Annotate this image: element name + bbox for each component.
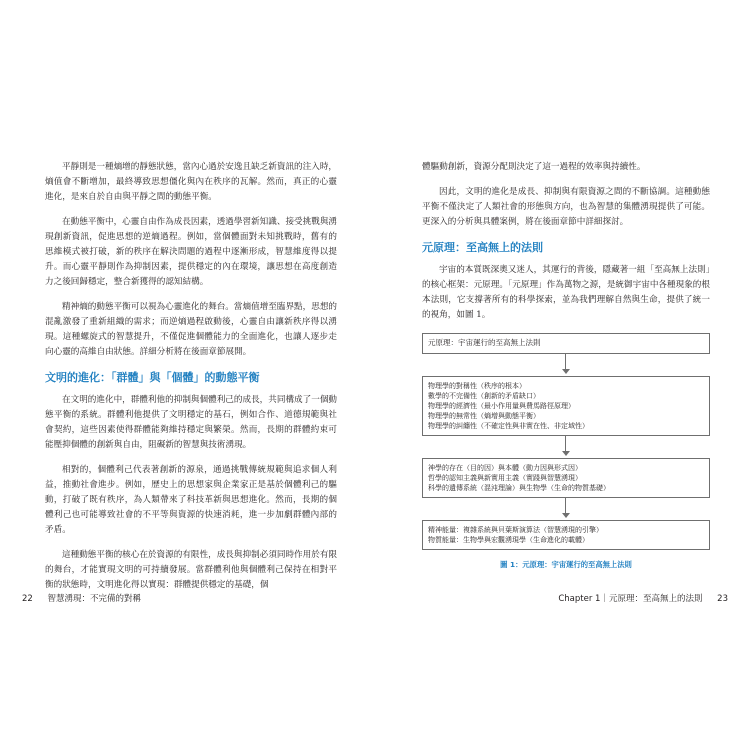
diagram-title-text: 元原理：宇宙運行的至高無上法則 <box>428 338 541 347</box>
diagram-line: 物理學的糾纏性（不確定性與非實在性、非定域性） <box>428 422 589 430</box>
diagram-line: 數學的不完備性（創新的矛盾缺口） <box>428 392 540 400</box>
body-paragraph: 因此，文明的進化是成長、抑制與有限資源之間的不斷協調。這種動態平衡不僅決定了人類社會的形態與方向，也為智慧的集體湧現提供了可能。更深入的分析與具體案例，將在後面章節中詳細探討。 <box>422 187 710 227</box>
body-paragraph: 相對的，個體利己代表著創新的源泉，通過挑戰傳統規範與追求個人利益，推動社會進步。例如，歷史上的思想家與企業家正是基於個體利己的驅動，打破了既有秩序，為人類帶來了科技革新與思想進化。然而，長期的個體利己也可能導致社會的不平等與資源的快速消耗，進一步加劇群體內部的矛盾。 <box>45 465 337 535</box>
diagram-line: 哲學的認知主義與新實用主義（實踐與智慧湧現） <box>428 474 582 482</box>
diagram-box-energy <box>422 520 710 550</box>
down-arrow-icon <box>422 498 710 520</box>
diagram-line: 物理學的經濟性（最小作用量與費馬路徑原理） <box>428 402 575 410</box>
down-arrow-icon <box>422 436 710 458</box>
body-paragraph: 精神熵的動態平衡可以視為心靈進化的舞台。當熵值增至臨界點，思想的混亂激發了重新組織的需求；而逆熵過程啟動後，心靈自由讓新秩序得以湧現。這種螺旋式的智慧提升，不僅促進個體能力的全面進化，也讓人逐步走向心靈的高維自由狀態。詳細分析將在後面章節展開。 <box>45 302 338 357</box>
figure-diagram <box>422 333 710 570</box>
left-page-text <box>45 160 337 603</box>
page-number: 22 <box>22 594 33 604</box>
diagram-line: 物理學的對稱性（秩序的根本） <box>428 382 526 390</box>
body-paragraph: 在動態平衡中，心靈自由作為成長因素，透過學習新知識、接受挑戰與湧現創新資訊，促進思想的逆熵過程。例如，當個體面對未知挑戰時，舊有的思維模式被打破，新的秩序在解決問題的過程中逐漸形成，智慧維度得以提升。而心靈平靜則作為抑制因素，提供穩定的內在環境，讓思想在高度創造力之後回歸穩定，整合新獲得的認知結構。 <box>45 217 338 287</box>
down-arrow-icon <box>422 354 710 376</box>
right-footer <box>558 592 728 604</box>
section-heading: 元原理：至高無上的法則 <box>422 241 543 254</box>
diagram-line: 科學的遺傳系統（混沌理論）與生物學（生命的物質基礎） <box>428 484 610 492</box>
page-number: 23 <box>717 594 728 604</box>
section-heading: 文明的進化：「群體」與「個體」的動態平衡 <box>45 371 260 384</box>
body-paragraph: 平靜則是一種熵增的靜態狀態，當內心過於安逸且缺乏新資訊的注入時，熵值會不斷增加，最終導致思想僵化與內在秩序的瓦解。然而，真正的心靈進化，是來自於自由與平靜之間的動態平衡。 <box>45 162 338 202</box>
chapter-label: Chapter 1｜元原理：至高無上的法則 <box>558 594 703 604</box>
diagram-box-philosophy <box>422 458 710 498</box>
diagram-line: 物質能量：生物學與宏觀湧現學（生命進化的載體） <box>428 536 589 544</box>
body-paragraph: 體驅動創新，資源分配則決定了這一過程的效率與持續性。 <box>422 162 646 172</box>
diagram-line: 神學的存在（目的因）與本體（動力因與形式因） <box>428 464 582 472</box>
right-page <box>375 0 750 750</box>
diagram-box-physics <box>422 376 710 436</box>
diagram-line: 物理學的無常性（熵增與動態平衡） <box>428 412 540 420</box>
diagram-title-box <box>422 333 710 354</box>
diagram-line: 精神能量：複雜系統與貝葉斯演算法（智慧湧現的引擎） <box>428 526 603 534</box>
body-paragraph: 這種動態平衡的核心在於資源的有限性，成長與抑制必須同時作用於有限的舞台，才能實現文明的可持續發展。當群體利他與個體利己保持在相對平衡的狀態時，文明進化得以實現：群體提供穩定的基礎，個 <box>45 550 338 590</box>
running-title: 智慧湧現：不完備的對稱 <box>47 594 142 604</box>
body-paragraph: 在文明的進化中，群體利他的抑制與個體利己的成長，共同構成了一個動態平衡的系統。群體利他提供了文明穩定的基石，例如合作、道德規範與社會契約，這些因素使得群體能夠維持穩定與繁榮。然而，長期的群體約束可能壓抑個體的創新與自由，阻礙新的智慧與技術湧現。 <box>45 395 338 450</box>
right-page-text <box>422 160 710 570</box>
figure-caption: 圖 1：元原理：宇宙運行的至高無上法則 <box>500 560 632 569</box>
body-paragraph: 宇宙的本質既深奧又迷人，其運行的背後，隱藏著一組「至高無上法則」的核心框架：元原理。「元原理」作為萬物之源，是統御宇宙中各種現象的根本法則，它支撐著所有的科學探索，並為我們理解自然與生命，提供了統一的視角，如圖 1。 <box>422 265 710 320</box>
left-footer <box>22 592 141 604</box>
